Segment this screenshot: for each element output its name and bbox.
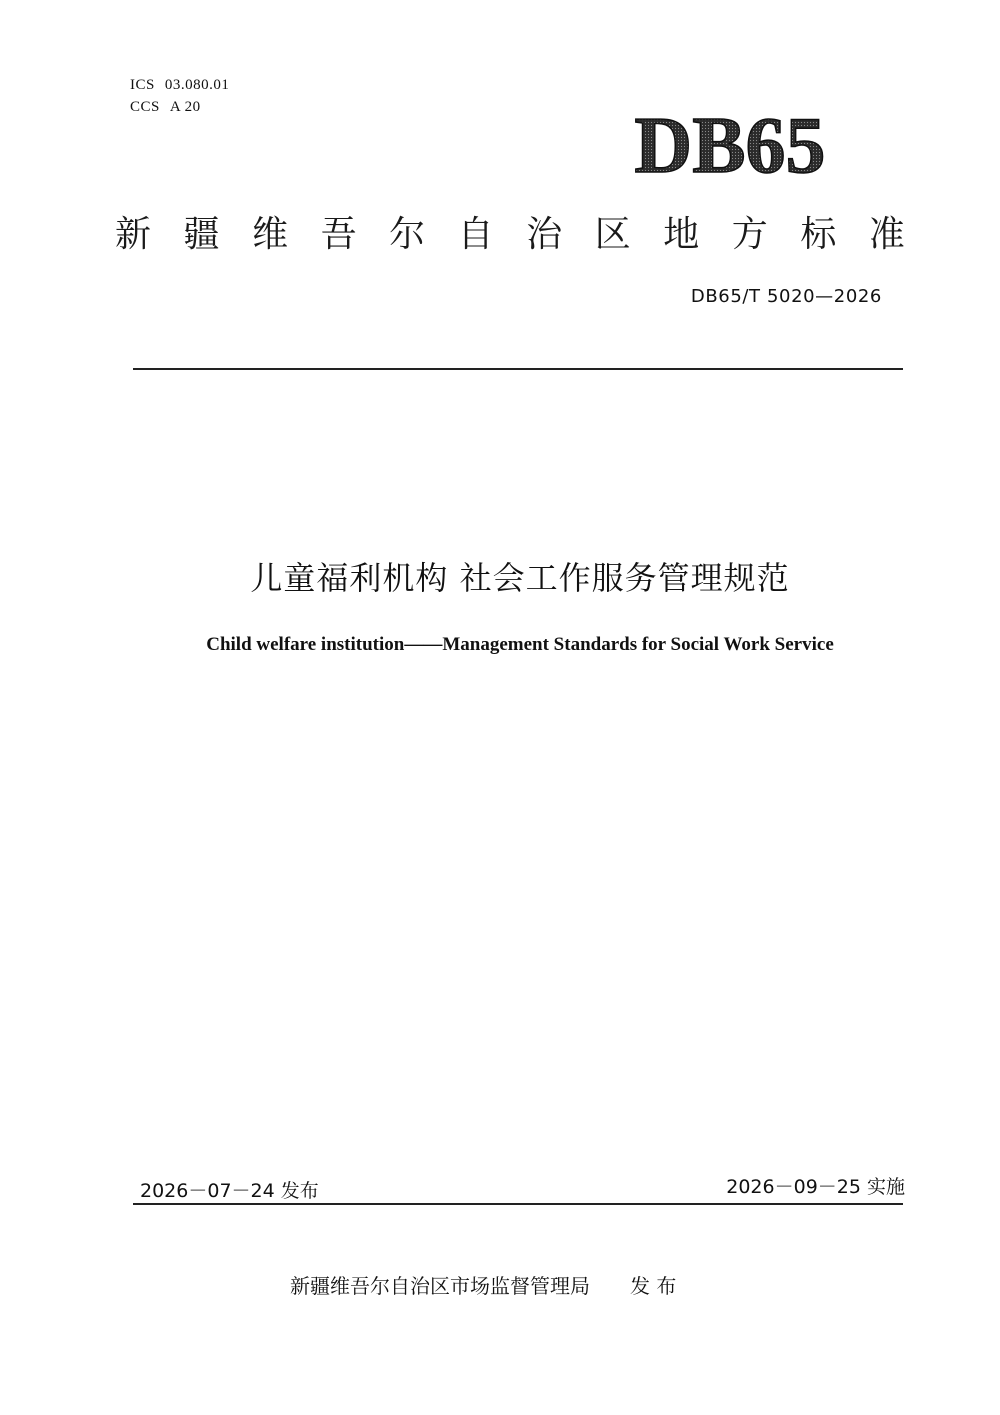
ccs-label: CCS: [130, 99, 160, 115]
ics-label: ICS: [130, 77, 155, 93]
authority-title: [115, 210, 905, 260]
implement-date: 2026－09－25 实施: [726, 1176, 905, 1198]
authority-char: 方: [731, 214, 768, 255]
publish-date: 2026－07－24 发布: [140, 1180, 319, 1202]
classification-codes: [130, 74, 229, 118]
authority-char: 维: [252, 214, 289, 255]
bottom-divider: [133, 1203, 903, 1205]
chinese-title: 儿童福利机构 社会工作服务管理规范: [250, 559, 790, 597]
ics-value: 03.080.01: [164, 77, 230, 93]
authority-char: 吾: [320, 214, 357, 255]
issuer-action: 发 布: [630, 1274, 677, 1298]
issuer-line: [290, 1270, 676, 1299]
english-title: Child welfare institution——Management Standards for Social Work Service: [206, 634, 834, 655]
top-divider: [133, 368, 903, 370]
authority-char: 新: [115, 214, 152, 255]
authority-char: 自: [457, 214, 494, 255]
db65-logo: [620, 106, 840, 186]
authority-char: 疆: [183, 214, 220, 255]
authority-char: 地: [663, 214, 700, 255]
ccs-row: [130, 96, 229, 118]
authority-char: 区: [594, 214, 631, 255]
ccs-value: A 20: [169, 99, 201, 115]
logo-text: DB65: [634, 106, 826, 186]
ics-row: [130, 74, 229, 96]
authority-char: 标: [800, 214, 837, 255]
authority-char: 准: [868, 214, 905, 255]
authority-char: 尔: [389, 214, 426, 255]
authority-char: 治: [526, 214, 563, 255]
standard-number: DB65/T 5020—2026: [690, 286, 882, 307]
issuer-name: 新疆维吾尔自治区市场监督管理局: [290, 1274, 590, 1298]
